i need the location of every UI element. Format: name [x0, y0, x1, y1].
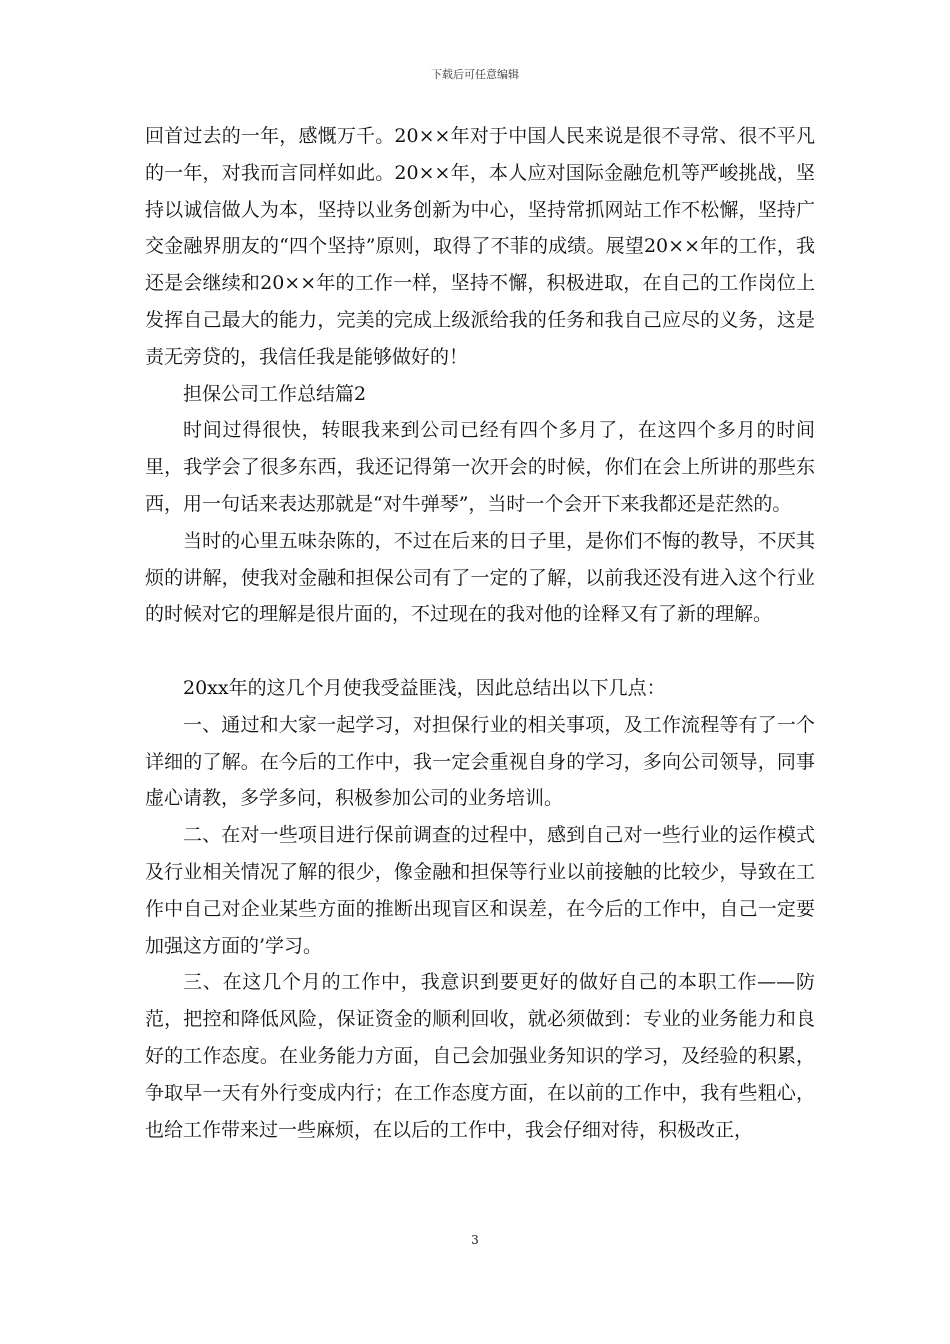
paragraph-summary-intro: 20xx年的这几个月使我受益匪浅，因此总结出以下几点： — [183, 676, 666, 699]
page-number: 3 — [471, 1233, 479, 1247]
paragraph-point-three: 三、在这几个月的工作中，我意识到要更好的做好自己的本职工作——防范，把控和降低风险，保证资金的顺利回收，就必须做到：专业的业务能力和良好的工作态度。在业务能力方面，自己会加强业务知识的学习，及经验的积累，争取早一天有外行变成内行；在工作态度方面，在以前的工作中，我有些粗心，也给工作带来过一些麻烦，在以后的工作中，我会仔细对待，积极改正， — [145, 971, 815, 1141]
download-editable-note: 下载后可任意编辑 — [431, 68, 519, 81]
document-body — [145, 118, 815, 1148]
paragraph-point-two: 二、在对一些项目进行保前调查的过程中，感到自己对一些行业的运作模式及行业相关情况了解的很少，像金融和担保等行业以前接触的比较少，导致在工作中自己对企业某些方面的推断出现盲区和误差，在今后的工作中，自己一定要加强这方面的’学习。 — [145, 824, 815, 957]
paragraph-mixed-feelings: 当时的心里五味杂陈的，不过在后来的日子里，是你们不悔的教导，不厌其烦的讲解，使我对金融和担保公司有了一定的了解，以前我还没有进入这个行业的时候对它的理解是很片面的，不过现在的我对他的诠释又有了新的理解。 — [145, 529, 815, 626]
paragraph-point-one: 一、通过和大家一起学习，对担保行业的相关事项，及工作流程等有了一个详细的了解。在今后的工作中，我一定会重视自身的学习，多向公司领导，同事虚心请教，多学多问，积极参加公司的业务培训。 — [145, 713, 815, 810]
section-title: 担保公司工作总结篇2 — [183, 382, 367, 405]
paragraph-time-passes: 时间过得很快，转眼我来到公司已经有四个多月了，在这四个多月的时间里，我学会了很多东西，我还记得第一次开会的时候，你们在会上所讲的那些东西，用一句话来表达那就是“对牛弹琴”，当时一个会开下来我都还是茫然的。 — [145, 419, 815, 515]
blank-line — [145, 633, 815, 670]
intro-paragraph: 回首过去的一年，感慨万千。20××年对于中国人民来说是很不寻常、很不平凡的一年，对我而言同样如此。20××年，本人应对国际金融危机等严峻挑战，坚持以诚信做人为本，坚持以业务创新为中心，坚持常抓网站工作不松懈，坚持广交金融界朋友的“四个坚持”原则，取得了不菲的成绩。展望20××年的工作，我还是会继续和20××年的工作一样，坚持不懈，积极进取，在自己的工作岗位上发挥自己最大的能力，完美的完成上级派给我的任务和我自己应尽的义务，这是责无旁贷的，我信任我是能够做好的！ — [145, 125, 815, 368]
